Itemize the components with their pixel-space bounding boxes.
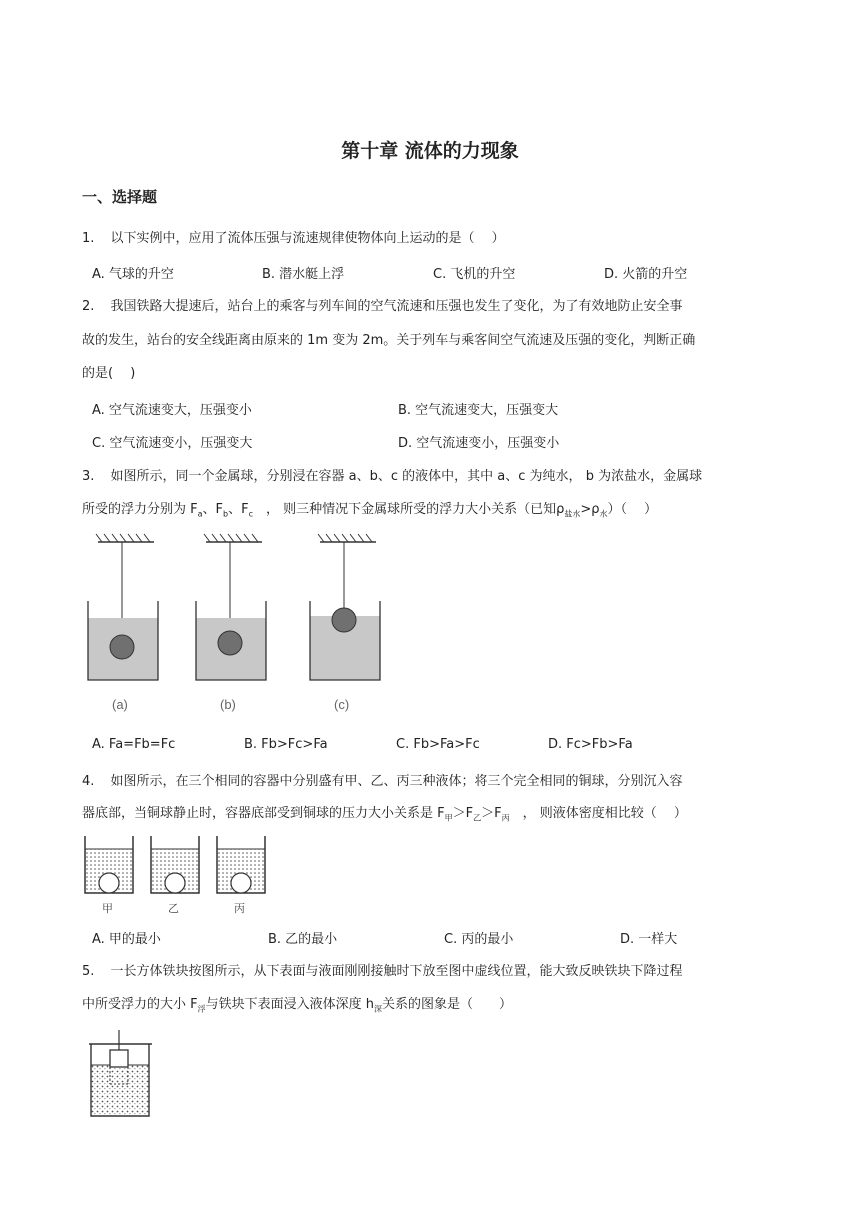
beaker-b [196,534,266,680]
figure-label-bing: 丙 [234,902,245,915]
option-c[interactable]: C. 空气流速变小，压强变大 [92,436,253,451]
question-5 [82,955,683,989]
beaker-a [88,534,158,680]
figure-label-a: (a) [112,697,128,712]
question-number: 1. [82,231,95,246]
question-number: 5. [82,964,95,979]
question-text-line2: 器底部，当铜球静止时，容器底部受到铜球的压力大小关系是 $F_甲>F_乙>F_丙$ ， 则液体密度相比较（ ） [82,806,687,823]
question-number: 4. [82,774,95,789]
question-text-line1: 我国铁路大提速后，站台上的乘客与列车间的空气流速和压强也发生了变化，为了有效地防止安全事 [110,299,683,314]
container-jia [85,836,133,893]
iron-block-figure [86,1030,156,1122]
option-b[interactable]: B. 乙的最小 [268,932,338,947]
beaker-c [310,534,380,680]
section-heading: 一、选择题 [82,188,158,206]
option-b[interactable]: B. Fb>Fc>Fa [244,737,328,752]
option-d[interactable]: D. 一样大 [620,932,678,947]
option-a[interactable]: A. Fa=Fb=Fc [92,737,176,752]
question-text-line2: 所受的浮力分别为 $F_a$、$F_b$、$F_c$ ， 则三种情况下金属球所受的浮力大小关系（已知$\rho_{盐水}>\rho_水$）（ ） [82,502,658,519]
question-number: 2. [82,299,95,314]
figure-label-b: (b) [220,697,236,712]
question-1 [82,222,505,256]
question-text: 以下实例中，应用了流体压强与流速规律使物体向上运动的是（ ） [110,231,505,246]
option-d[interactable]: D. Fc>Fb>Fa [548,737,633,752]
copper-ball-figure [82,836,282,918]
iron-block [110,1050,128,1067]
option-d[interactable]: D. 火箭的升空 [604,267,688,282]
question-text-line1: 一长方体铁块按图所示，从下表面与液面刚刚接触时下放至图中虚线位置，能大致反映铁块下降过程 [110,964,683,979]
question-3 [82,460,702,494]
figure-label-yi: 乙 [168,902,179,915]
container-yi [151,836,199,893]
container-bing [217,836,265,893]
option-a[interactable]: A. 气球的升空 [92,267,174,282]
page-title: 第十章 流体的力现象 [341,140,519,162]
option-c[interactable]: C. 丙的最小 [444,932,514,947]
question-2 [82,290,683,324]
question-text-line3: 的是( ) [82,366,136,381]
option-a[interactable]: A. 空气流速变大，压强变小 [92,403,252,418]
question-number: 3. [82,469,95,484]
option-b[interactable]: B. 空气流速变大，压强变大 [398,403,559,418]
option-d[interactable]: D. 空气流速变小，压强变小 [398,436,560,451]
figure-label-c: (c) [334,697,350,712]
figure-label-jia: 甲 [102,902,113,915]
question-text-line2: 故的发生，站台的安全线距离由原来的 1m 变为 2m。关于列车与乘客间空气流速及压强的变化，判断正确 [82,333,696,348]
option-c[interactable]: C. Fb>Fa>Fc [396,737,480,752]
question-text-line2: 中所受浮力的大小 $F_浮$与铁块下表面浸入液体深度 $h_深$关系的图象是（ ） [82,997,513,1014]
question-4 [82,765,683,799]
question-text-line1: 如图所示，在三个相同的容器中分别盛有甲、乙、丙三种液体；将三个完全相同的铜球，分别沉入容 [110,774,683,789]
option-c[interactable]: C. 飞机的升空 [433,267,516,282]
option-b[interactable]: B. 潜水艇上浮 [262,267,345,282]
hanging-ball-figure [84,534,414,724]
question-text-line1: 如图所示，同一个金属球，分别浸在容器 a、b、c 的液体中，其中 a、c 为纯水， b 为浓盐水，金属球 [110,469,703,484]
option-a[interactable]: A. 甲的最小 [92,932,161,947]
